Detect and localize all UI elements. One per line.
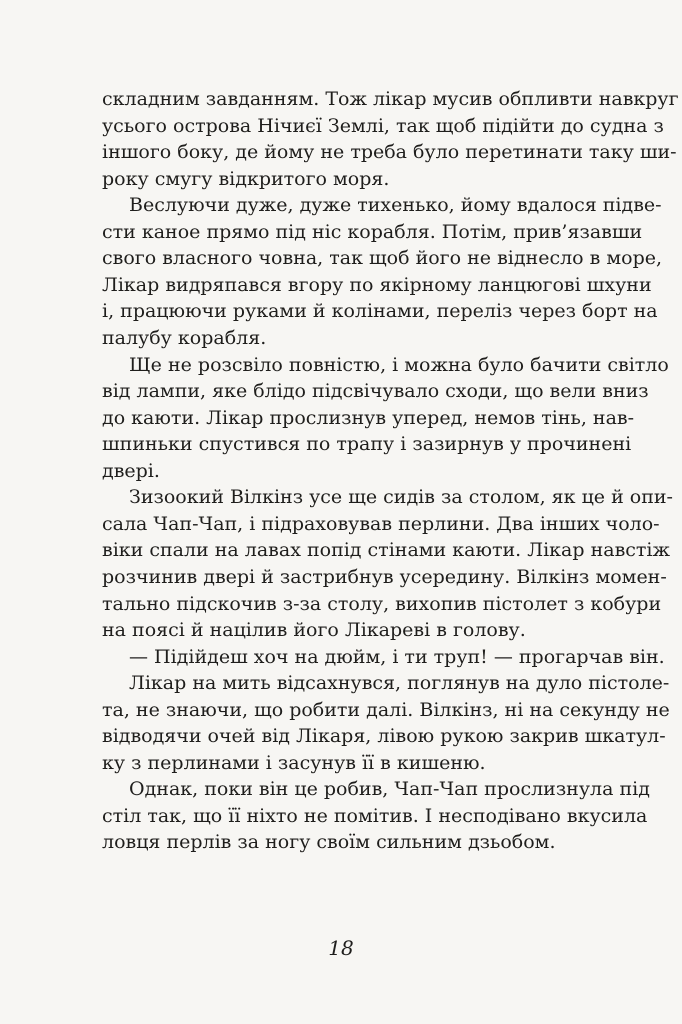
text-line: шпиньки спустився по трапу і зазирнув у прочинені	[102, 433, 632, 456]
text-line: двері.	[102, 459, 160, 482]
text-line: на поясі й націлив його Лікареві в голову.	[102, 619, 526, 641]
text-line: Зизоокий Вілкінз усе ще сидів за столом, як це й опи-	[129, 486, 673, 509]
text-line: від лампи, яке блідо підсвічувало сходи, що вели вниз	[102, 380, 649, 403]
text-line: Однак, поки він це робив, Чап-Чап прослизнула під	[129, 778, 650, 801]
text-line: свого власного човна, так щоб його не віднесло в море,	[102, 247, 663, 270]
text-line: року смугу відкритого моря.	[102, 167, 390, 190]
text-line: іншого боку, де йому не треба було перетинати таку ши-	[102, 141, 677, 164]
text-line: відводячи очей від Лікаря, лівою рукою закрив шкатул-	[102, 725, 666, 748]
text-line: і, працюючи руками й колінами, переліз через борт на	[102, 300, 658, 323]
text-line: та, не знаючи, що робити далі. Вілкінз, ні на секунду не	[102, 698, 670, 721]
text-line: — Підійдеш хоч на дюйм, і ти труп! — прогарчав він.	[129, 645, 665, 668]
text-line: до каюти. Лікар прослизнув уперед, немов тінь, нав-	[102, 406, 635, 429]
text-line: тально підскочив з-за столу, вихопив пістолет з кобури	[102, 592, 662, 615]
text-line: ку з перлинами і засунув її в кишеню.	[102, 751, 486, 774]
text-line: усього острова Нічиєї Землі, так щоб підійти до судна з	[102, 114, 664, 137]
text-line: сала Чап-Чап, і підраховував перлини. Два інших чоло-	[102, 512, 660, 535]
text-line: палубу корабля.	[102, 327, 267, 349]
text-line: ловця перлів за ногу своїм сильним дзьобом.	[102, 831, 556, 854]
text-line: Лікар на мить відсахнувся, поглянув на дуло пістоле-	[129, 672, 670, 695]
text-line: складним завданням. Тож лікар мусив обпливти навкруг	[102, 88, 679, 110]
text-line: Лікар видряпався вгору по якірному ланцюгові шхуни	[102, 273, 652, 296]
page-number: 18	[328, 936, 354, 960]
text-line: сти каное прямо під ніс корабля. Потім, прив’язавши	[102, 220, 643, 243]
text-line: розчинив двері й застрибнув усередину. Вілкінз момен-	[102, 565, 667, 588]
text-line: Ще не розсвіло повністю, і можна було бачити світло	[129, 353, 669, 376]
text-line: віки спали на лавах попід стінами каюти. Лікар навстіж	[102, 539, 670, 562]
text-line: Веслуючи дуже, дуже тихенько, йому вдалося підве-	[129, 194, 662, 217]
text-line: стіл так, що її ніхто не помітив. І несподівано вкусила	[102, 804, 648, 827]
